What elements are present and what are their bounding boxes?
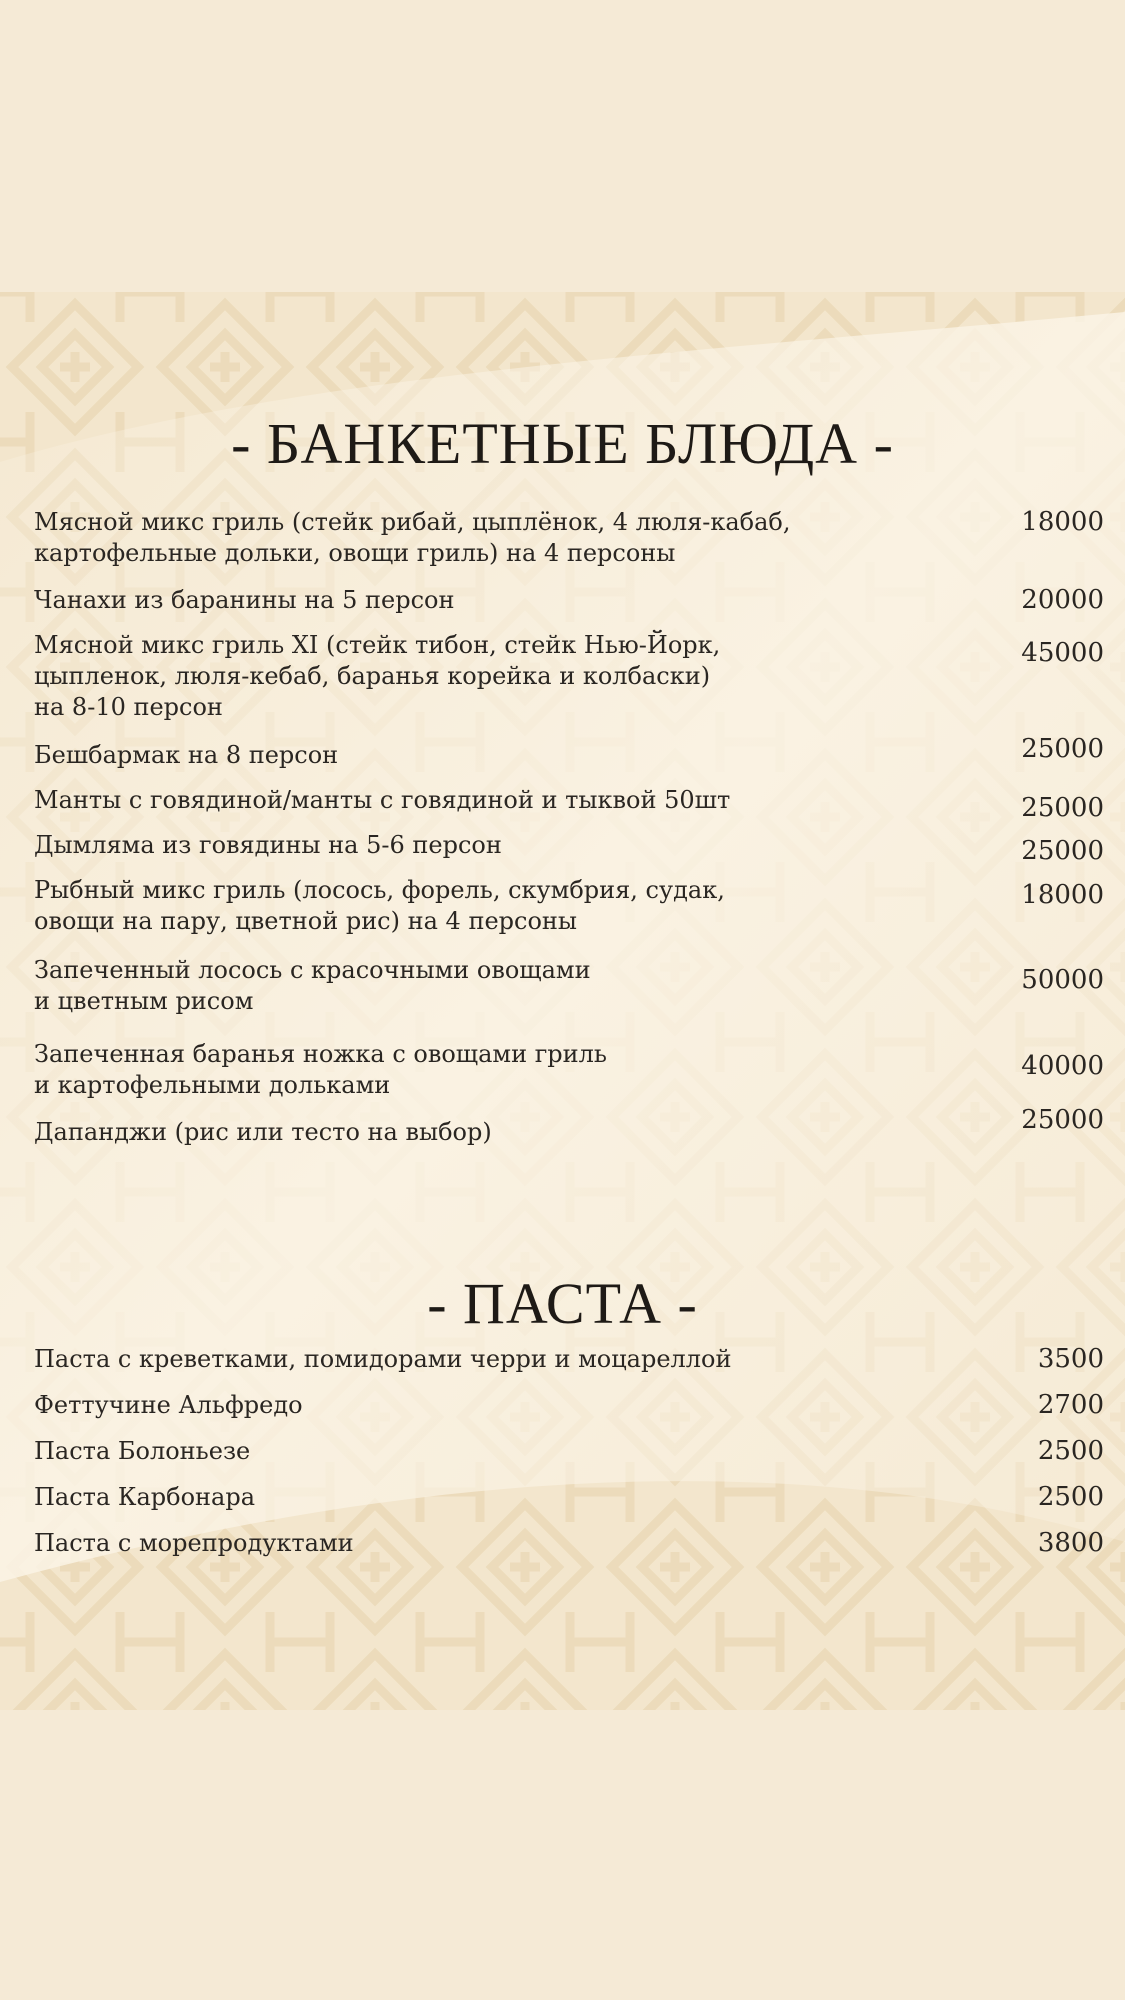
item-price: 18000 [1021,880,1104,910]
menu-item [34,785,1104,830]
item-price: 45000 [1021,638,1104,668]
item-name: Манты с говядиной/манты с говядиной и тыквой 50шт [34,786,731,814]
menu-item [34,630,1104,740]
item-price: 25000 [1021,1105,1104,1135]
item-price: 2500 [1037,1436,1104,1466]
item-name: Рыбный микс гриль (лосось, форель, скумбрия, судак, овощи на пару, цветной рис) на 4 персоны [34,876,725,935]
item-price: 2700 [1037,1390,1104,1420]
item-price: 25000 [1021,734,1104,764]
section-title-pasta: - ПАСТА - [427,1271,698,1336]
item-price: 3800 [1037,1528,1104,1558]
item-name: Чанахи из баранины на 5 персон [34,586,455,614]
item-name: Паста с креветками, помидорами черри и моцареллой [34,1345,732,1373]
menu-item [34,1482,1104,1528]
item-name: Мясной микс гриль (стейк рибай, цыплёнок, 4 люля-кабаб, картофельные дольки, овощи гриль) на 4 персоны [34,508,791,567]
menu-item [34,955,1104,1039]
item-name: Феттучине Альфредо [34,1391,303,1419]
menu-item [34,1390,1104,1436]
menu-item [34,734,1104,785]
item-price: 20000 [1021,585,1104,615]
item-name: Запеченный лосось с красочными овощами и цветным рисом [34,956,591,1015]
menu-item [34,830,1104,875]
menu-panel [0,292,1125,1710]
item-price: 3500 [1037,1344,1104,1374]
menu-item [34,1105,1104,1162]
item-name: Запеченная баранья ножка с овощами гриль и картофельными дольками [34,1040,607,1099]
menu-item [34,1436,1104,1482]
item-price: 25000 [1021,793,1104,823]
menu-item [34,585,1104,630]
item-name: Паста Карбонара [34,1483,256,1511]
item-name: Бешбармак на 8 персон [34,741,339,769]
menu-item [34,507,1104,585]
pasta-menu-list [34,1344,1104,1574]
item-price: 18000 [1021,507,1104,537]
menu-item [34,1344,1104,1390]
menu-item [34,875,1104,955]
item-price: 50000 [1021,965,1104,995]
item-price: 25000 [1021,836,1104,866]
item-name: Дапанджи (рис или тесто на выбор) [34,1118,492,1146]
menu-item [34,1528,1104,1574]
item-price: 2500 [1037,1482,1104,1512]
item-name: Паста с морепродуктами [34,1529,354,1557]
item-name: Мясной микс гриль XI (стейк тибон, стейк Нью-Йорк, цыпленок, люля-кебаб, баранья корейка и колбаски) на 8-10 персон [34,631,721,721]
menu-item [34,1039,1104,1117]
item-name: Паста Болоньезе [34,1437,251,1465]
item-name: Дымляма из говядины на 5-6 персон [34,831,502,859]
banquet-menu-list [34,507,1104,1162]
item-price: 40000 [1021,1051,1104,1081]
section-title-banquet: - БАНКЕТНЫЕ БЛЮДА - [231,411,894,476]
